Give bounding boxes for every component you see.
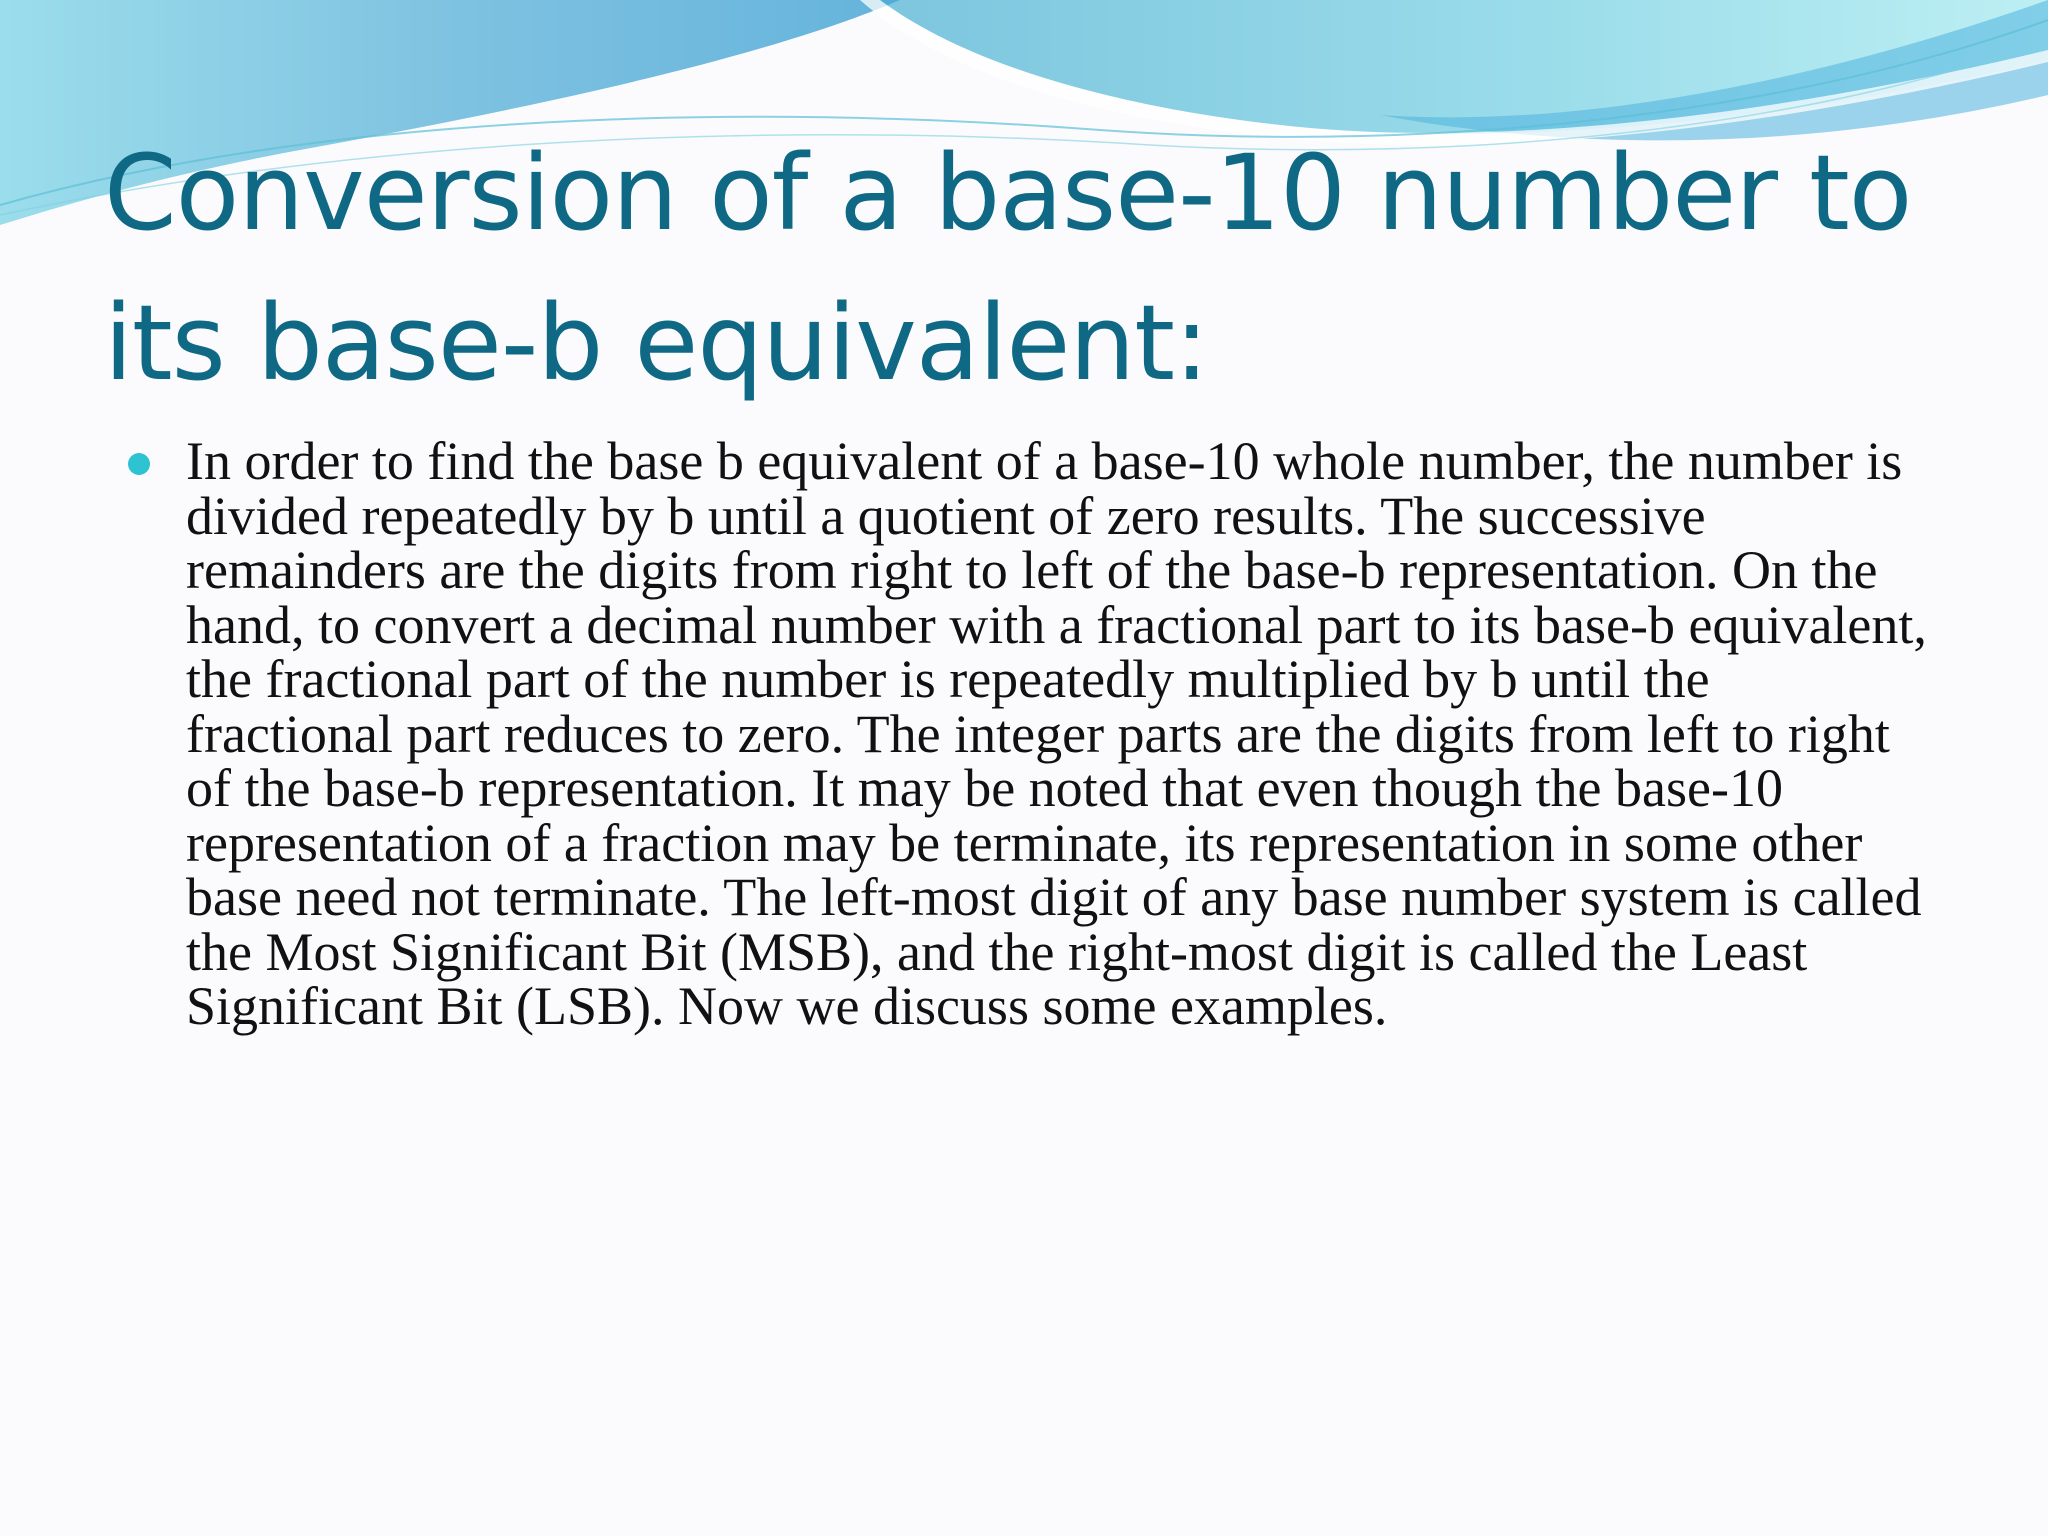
bullet-text: In order to find the base b equivalent of a base-10 whole number, the number is divided repeatedly by b until a quotient of zero results. The successive remainders are the digits from right to left of the base-b representation. On the hand, to convert a decimal number with a fractional part to its base-b equivalent, the fractional part of the number is repeatedly multiplied by b until the fractional part reduces to zero. The integer parts are the digits from left to right of the base-b representation. It may be noted that even though the base-10 representation of a fraction may be terminate, its representation in some other base need not terminate. The left-most digit of any base number system is called the Most Significant Bit (MSB), and the right-most digit is called the Least Significant Bit (LSB). Now we discuss some examples.: [186, 431, 1927, 1036]
bullet-list: [128, 431, 1928, 1036]
bullet-dot-icon: [128, 453, 150, 475]
bullet-item: [128, 431, 1928, 1036]
slide-title: Conversion of a base-10 number to its base-b equivalent:: [104, 132, 1912, 404]
